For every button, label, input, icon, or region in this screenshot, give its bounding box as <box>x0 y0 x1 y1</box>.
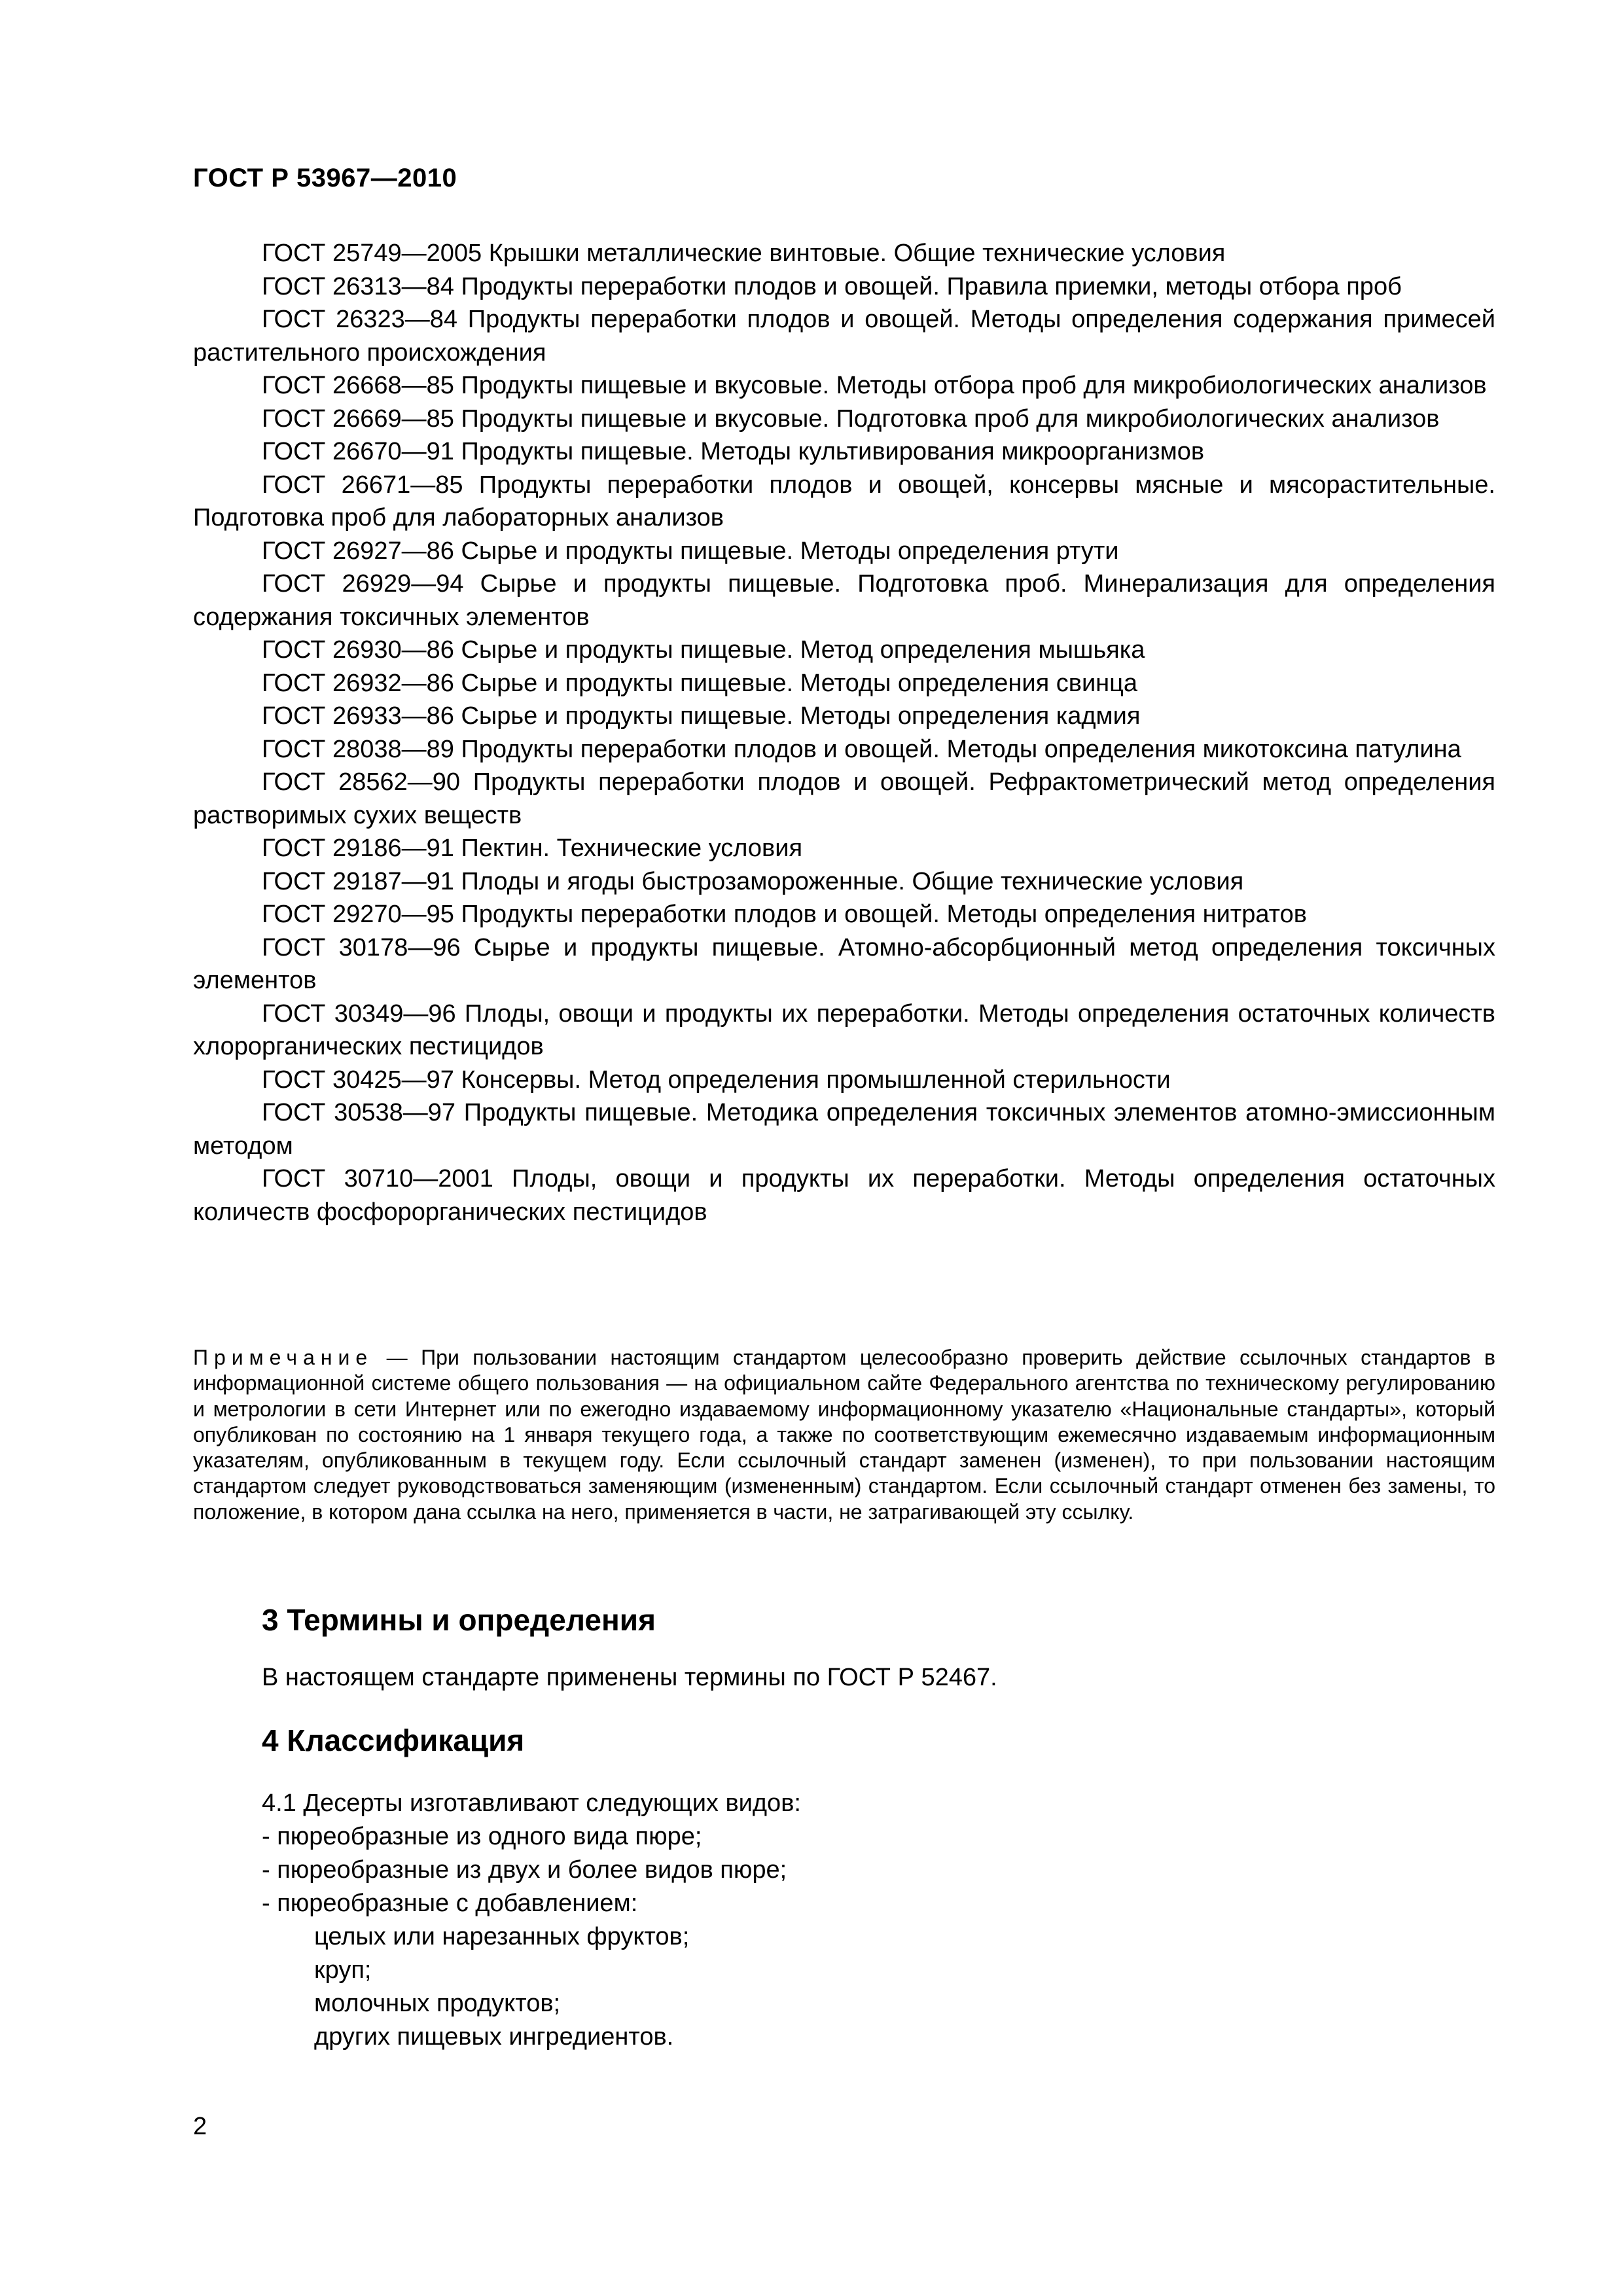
reference-item: ГОСТ 26932—86 Сырье и продукты пищевые. Методы определения свинца <box>262 669 1138 697</box>
reference-item: ГОСТ 29270—95 Продукты переработки плодов и овощей. Методы определения нитратов <box>262 901 1307 928</box>
document-header-id: ГОСТ Р 53967—2010 <box>193 164 457 192</box>
reference-item: ГОСТ 29186—91 Пектин. Технические условия <box>262 834 803 862</box>
references-note <box>193 1345 1495 1525</box>
reference-item: ГОСТ 30349—96 Плоды, овощи и продукты их переработки. Методы определения остаточных количеств хлорорганических пестицидов <box>193 999 1495 1060</box>
reference-item: ГОСТ 30178—96 Сырье и продукты пищевые. Атомно-абсорбционный метод определения токсичных элементов <box>193 933 1495 994</box>
reference-item: ГОСТ 29187—91 Плоды и ягоды быстрозамороженные. Общие технические условия <box>262 867 1244 895</box>
reference-item: ГОСТ 26930—86 Сырье и продукты пищевые. Метод определения мышьяка <box>262 636 1145 664</box>
list-item: - пюреобразные с добавлением: <box>262 1890 638 1917</box>
reference-item: ГОСТ 26670—91 Продукты пищевые. Методы культивирования микроорганизмов <box>262 438 1205 465</box>
section-3-text: В настоящем стандарте применены термины по ГОСТ Р 52467. <box>262 1664 997 1691</box>
reference-item: ГОСТ 26933—86 Сырье и продукты пищевые. Методы определения кадмия <box>262 702 1141 730</box>
reference-item: ГОСТ 30538—97 Продукты пищевые. Методика определения токсичных элементов атомно-эмиссионным методом <box>193 1099 1495 1160</box>
reference-item: ГОСТ 26671—85 Продукты переработки плодов и овощей, консервы мясные и мясорастительные. Подготовка проб для лабораторных анализов <box>193 471 1495 531</box>
normative-references-list <box>193 237 1495 1229</box>
reference-item: ГОСТ 26668—85 Продукты пищевые и вкусовые. Методы отбора проб для микробиологических анализов <box>262 372 1487 399</box>
reference-item: ГОСТ 26313—84 Продукты переработки плодов и овощей. Правила приемки, методы отбора проб <box>262 272 1402 300</box>
list-subitem: других пищевых ингредиентов. <box>314 2023 674 2051</box>
list-subitem: круп; <box>314 1956 372 1984</box>
reference-item: ГОСТ 26929—94 Сырье и продукты пищевые. Подготовка проб. Минерализация для определения содержания токсичных элементов <box>193 570 1495 631</box>
list-item: - пюреобразные из двух и более видов пюре; <box>262 1856 787 1884</box>
list-item: 4.1 Десерты изготавливают следующих видов: <box>262 1789 801 1817</box>
list-subitem: целых или нарезанных фруктов; <box>314 1923 690 1950</box>
reference-item: ГОСТ 28562—90 Продукты переработки плодов и овощей. Рефрактометрический метод определения растворимых сухих веществ <box>193 768 1495 829</box>
reference-item: ГОСТ 26927—86 Сырье и продукты пищевые. Методы определения ртути <box>262 537 1119 565</box>
section-4-title: 4 Классификация <box>262 1723 525 1757</box>
reference-item: ГОСТ 30425—97 Консервы. Метод определения промышленной стерильности <box>262 1066 1171 1094</box>
reference-item: ГОСТ 26323—84 Продукты переработки плодов и овощей. Методы определения содержания примесей растительного происхождения <box>193 306 1495 367</box>
reference-item: ГОСТ 30710—2001 Плоды, овощи и продукты их переработки. Методы определения остаточных количеств фосфорорганических пестицидов <box>193 1165 1495 1226</box>
list-subitem: молочных продуктов; <box>314 1990 561 2017</box>
reference-item: ГОСТ 28038—89 Продукты переработки плодов и овощей. Методы определения микотоксина патулина <box>262 735 1461 763</box>
list-item: - пюреобразные из одного вида пюре; <box>262 1823 702 1850</box>
reference-item: ГОСТ 26669—85 Продукты пищевые и вкусовые. Подготовка проб для микробиологических анализов <box>262 404 1440 433</box>
note-label: Примечание <box>193 1346 374 1369</box>
classification-list <box>262 1787 801 2054</box>
page-number: 2 <box>193 2113 207 2140</box>
note-text: — При пользовании настоящим стандартом целесообразно проверить действие ссылочных стандартов в информационной системе общего пользования — на официальном сайте Федерального агентства по техническому регулированию и метрологии в сети Интернет или по ежегодно издаваемому информационному указателю «Национальные стандарты», который опубликован по состоянию на 1 января текущего года, а также по соответствующим ежемесячно издаваемым информационным указателям, опубликованным в текущем году. Если ссылочный стандарт заменен (изменен), то при пользовании настоящим стандартом следует руководствоваться заменяющим (измененным) стандартом. Если ссылочный стандарт отменен без замены, то положение, в котором дана ссылка на него, применяется в части, не затрагивающей эту ссылку. <box>193 1346 1495 1524</box>
reference-item: ГОСТ 25749—2005 Крышки металлические винтовые. Общие технические условия <box>262 240 1226 267</box>
section-3-title: 3 Термины и определения <box>262 1603 656 1637</box>
